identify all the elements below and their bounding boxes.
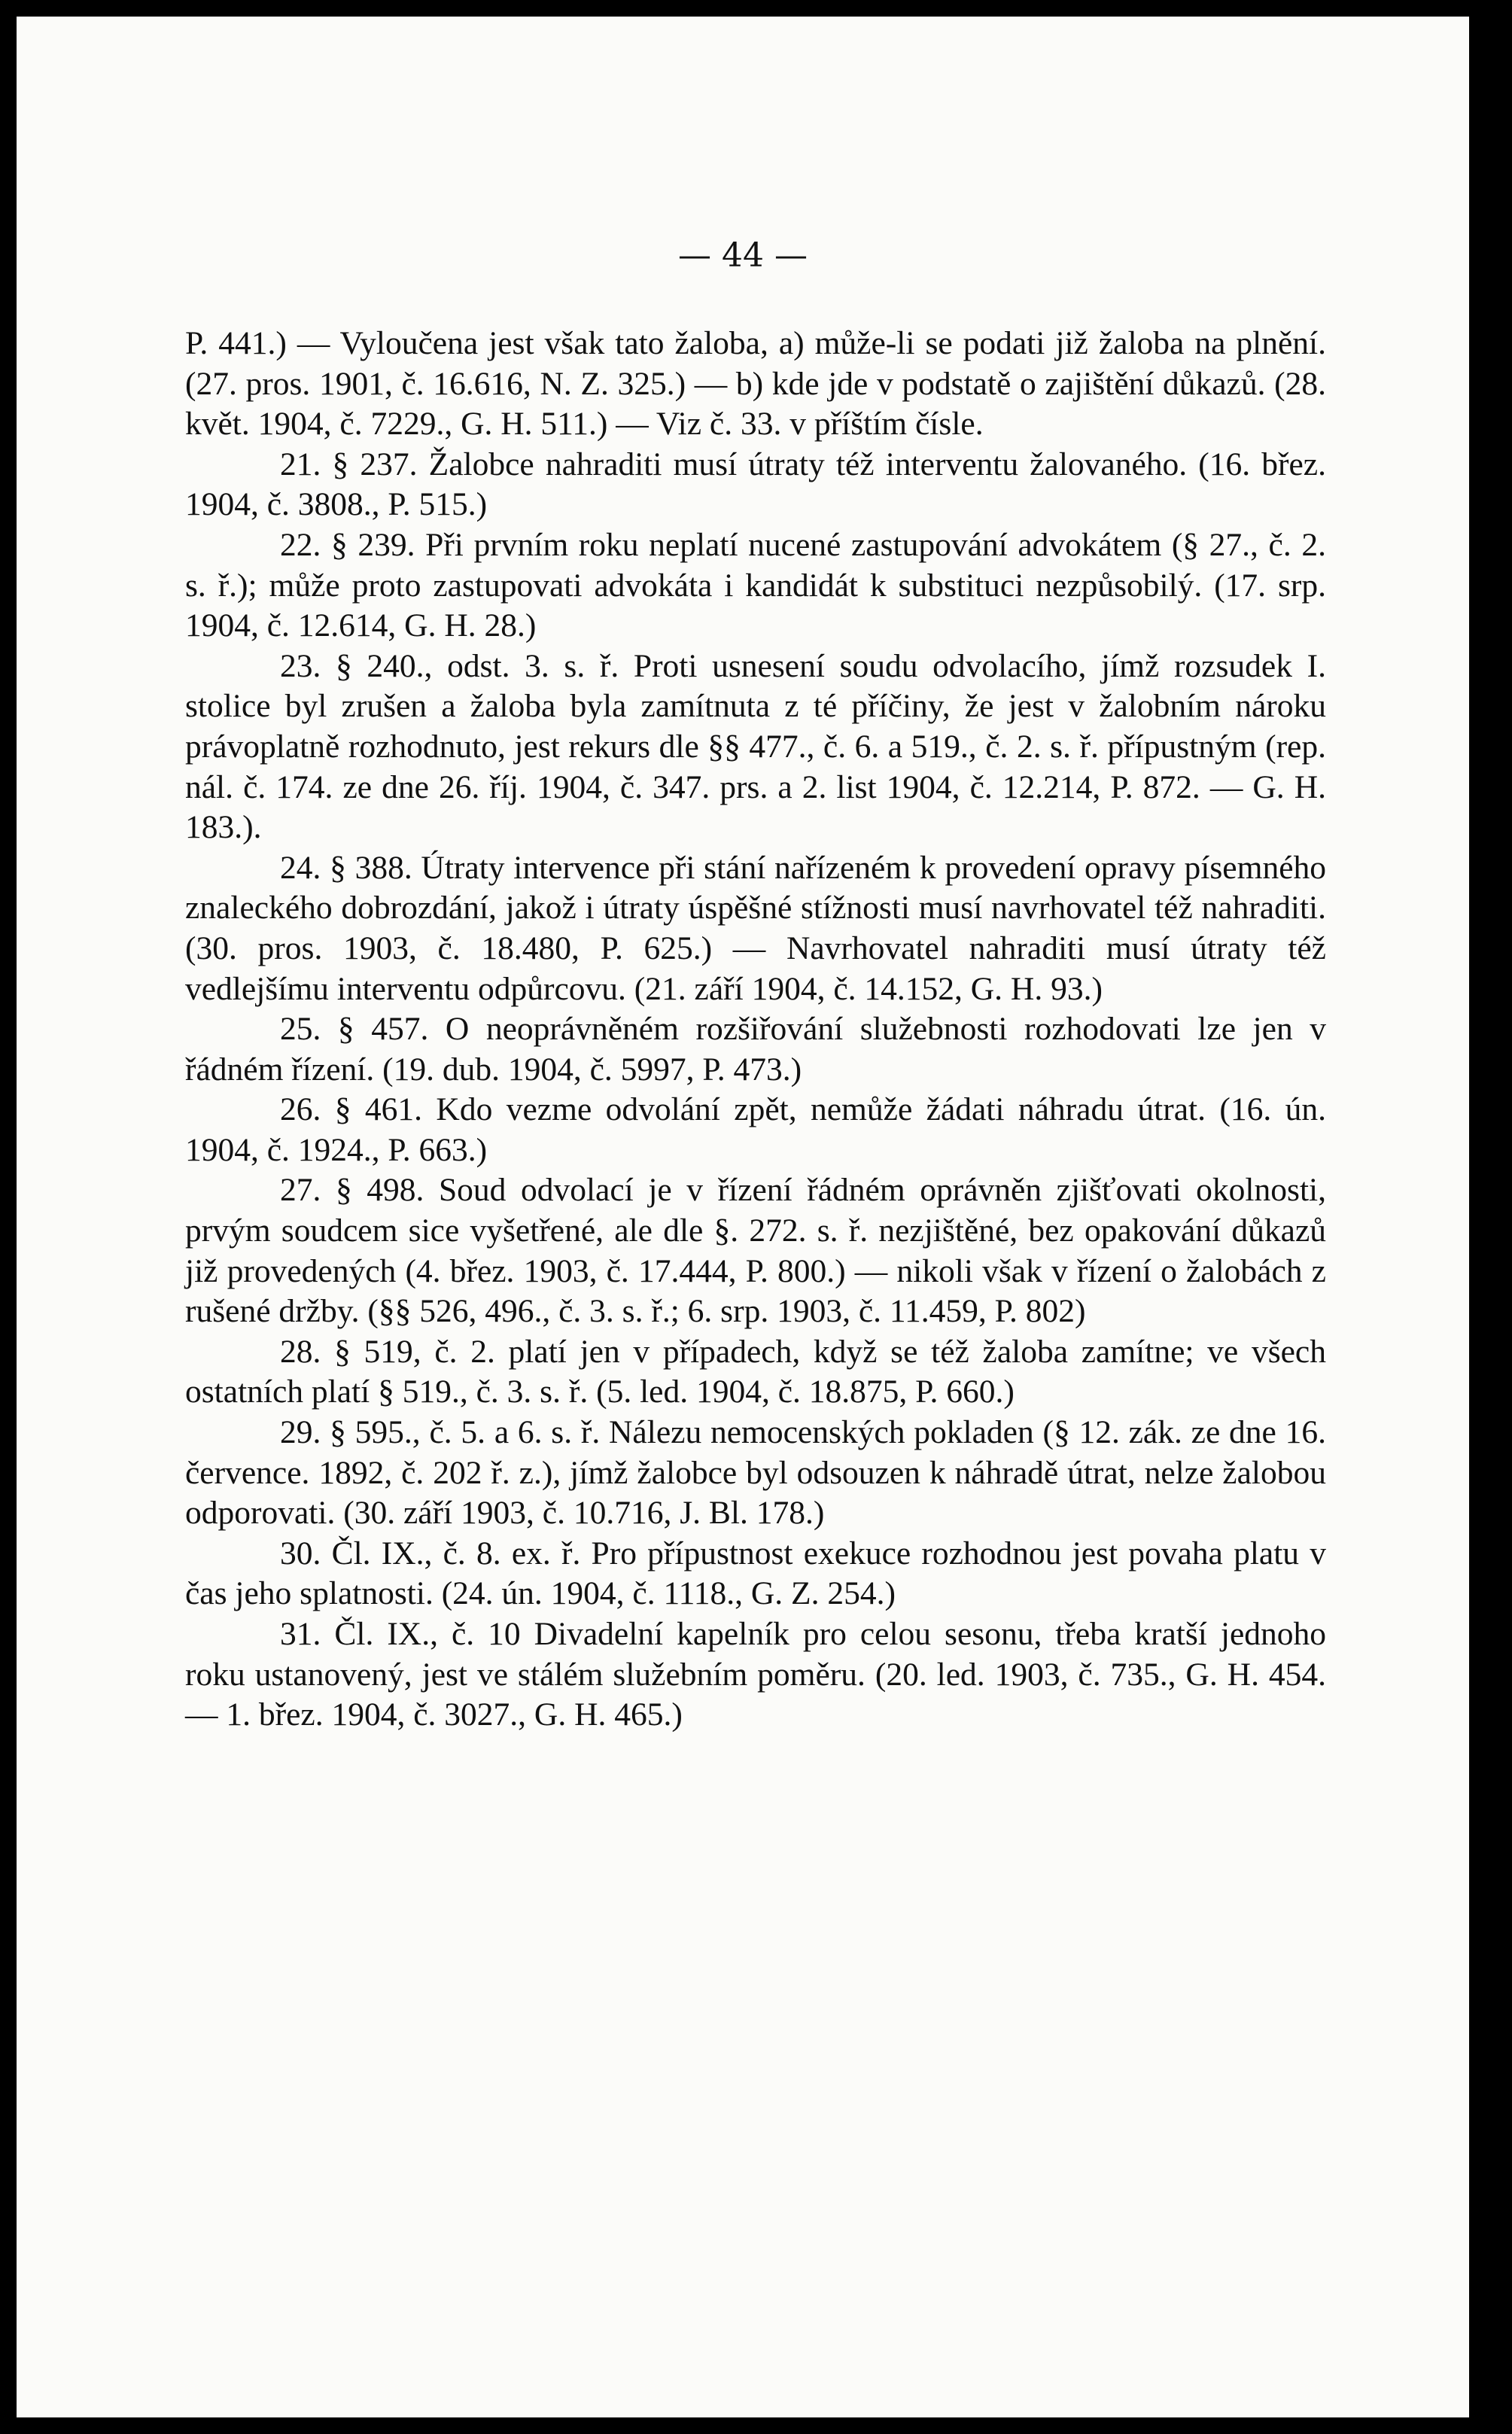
entry-21: 21. § 237. Žalobce nahraditi musí útraty též interventu žalovaného. (16. břez. 1904, č. 3808., P. 515.)	[185, 446, 1326, 523]
entry-30: 30. Čl. IX., č. 8. ex. ř. Pro přípustnost exekuce rozhodnou jest povaha platu v čas jeho splatnosti. (24. ún. 1904, č. 1118., G. Z. 254.)	[185, 1535, 1326, 1612]
entry-27: 27. § 498. Soud odvolací je v řízení řádném oprávněn zjišťovati okolnosti, prvým soudcem sice vyšetřené, ale dle §. 272. s. ř. nezjištěné, bez opakování důkazů již provedených (4. břez. 1903, č. 17.444, P. 800.) — nikoli však v řízení o žalobách z rušené držby. (§§ 526, 496., č. 3. s. ř.; 6. srp. 1903, č. 11.459, P. 802)	[185, 1172, 1326, 1330]
entry-28: 28. § 519, č. 2. platí jen v případech, když se též žaloba zamítne; ve všech ostatních platí § 519., č. 3. s. ř. (5. led. 1904, č. 18.875, P. 660.)	[185, 1333, 1326, 1410]
entry-26: 26. § 461. Kdo vezme odvolání zpět, nemůže žádati náhradu útrat. (16. ún. 1904, č. 1924., P. 663.)	[185, 1091, 1326, 1168]
entry-22: 22. § 239. Při prvním roku neplatí nucené zastupování advokátem (§ 27., č. 2. s. ř.); může proto zastupovati advokáta i kandidát k substituci nezpůsobilý. (17. srp. 1904, č. 12.614, G. H. 28.)	[185, 526, 1326, 644]
entry-24: 24. § 388. Útraty intervence při stání nařízeném k provedení opravy písemného znaleckého dobrozdání, jakož i útraty úspěšné stížnosti musí navrhovatel též nahraditi. (30. pros. 1903, č. 18.480, P. 625.) — Navrhovatel nahraditi musí útraty též vedlejšímu interventu odpůrcovu. (21. září 1904, č. 14.152, G. H. 93.)	[185, 849, 1326, 1007]
paragraph-continuation: P. 441.) — Vyloučena jest však tato žaloba, a) může-li se podati již žaloba na plnění. (27. pros. 1901, č. 16.616, N. Z. 325.) — b) kde jde v podstatě o zajištění důkazů. (28. květ. 1904, č. 7229., G. H. 511.) — Viz č. 33. v příštím čísle.	[185, 325, 1326, 443]
book-page	[17, 17, 1469, 2417]
entry-29: 29. § 595., č. 5. a 6. s. ř. Nálezu nemocenských pokladen (§ 12. zák. ze dne 16. července. 1892, č. 202 ř. z.), jímž žalobce byl odsouzen k náhradě útrat, nelze žalobou odporovati. (30. září 1903, č. 10.716, J. Bl. 178.)	[185, 1414, 1326, 1532]
page-number: — 44 —	[678, 236, 808, 275]
entry-23: 23. § 240., odst. 3. s. ř. Proti usnesení soudu odvolacího, jímž rozsudek I. stolice byl zrušen a žaloba byla zamítnuta z té příčiny, že jest v žalobním nároku právoplatně rozhodnuto, jest rekurs dle §§ 477., č. 6. a 519., č. 2. s. ř. přípustným (rep. nál. č. 174. ze dne 26. říj. 1904, č. 347. prs. a 2. list 1904, č. 12.214, P. 872. — G. H. 183.).	[185, 647, 1326, 846]
entry-25: 25. § 457. O neoprávněném rozšiřování služebnosti rozhodovati lze jen v řádném řízení. (19. dub. 1904, č. 5997, P. 473.)	[185, 1011, 1326, 1088]
entry-31: 31. Čl. IX., č. 10 Divadelní kapelník pro celou sesonu, třeba kratší jednoho roku ustanovený, jest ve stálém služebním poměru. (20. led. 1903, č. 735., G. H. 454. — 1. břez. 1904, č. 3027., G. H. 465.)	[185, 1616, 1326, 1733]
page-body	[185, 324, 1326, 1736]
